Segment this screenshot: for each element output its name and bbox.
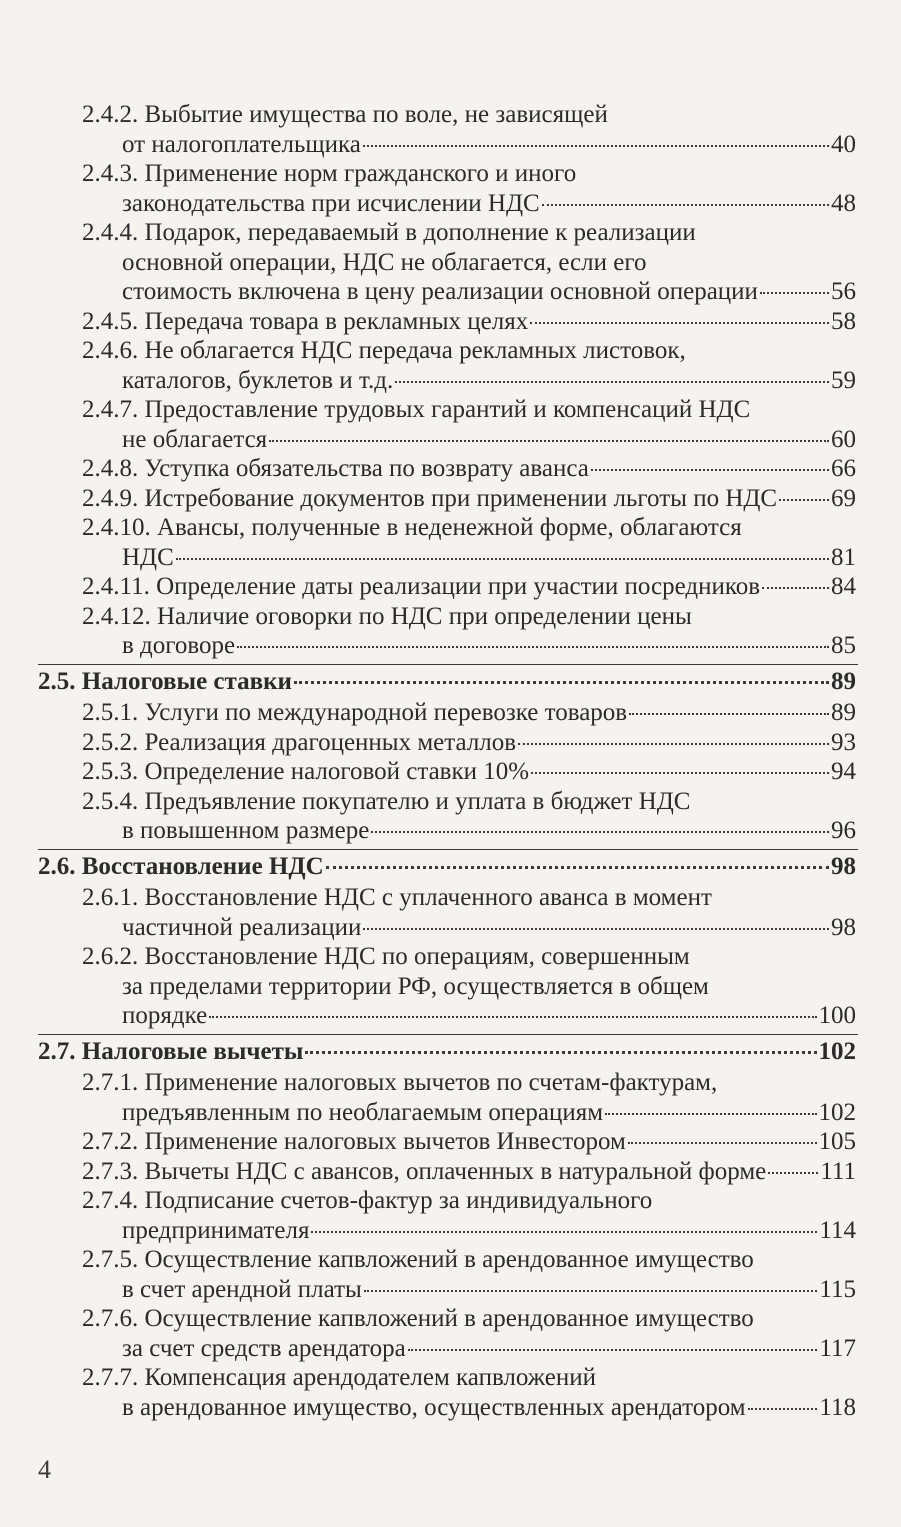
toc-entry-text: 2.6. Восстановление НДС	[38, 852, 324, 880]
dot-leader	[530, 322, 829, 324]
dot-leader	[371, 831, 829, 833]
toc-entry-text: в договоре	[122, 632, 236, 659]
toc-subsection	[38, 1157, 856, 1187]
toc-entry-row	[82, 1001, 856, 1031]
toc-page-number: 111	[820, 1157, 856, 1185]
toc-entry-text: 2.5.2. Реализация драгоценных металлов	[82, 728, 517, 756]
toc-entry-row	[82, 1127, 856, 1157]
toc-subsection	[38, 484, 856, 514]
toc-subsection	[38, 513, 856, 572]
toc-entry-text: 2.5. Налоговые ставки	[38, 667, 292, 695]
dot-leader	[305, 1051, 816, 1054]
toc-entry-row	[82, 631, 856, 661]
toc-entry-text: 2.4.10. Авансы, полученные в неденежной форме, облагаются	[82, 514, 742, 541]
toc-page-number: 69	[831, 484, 856, 512]
toc-entry-text: в счет арендной платы	[122, 1275, 362, 1303]
toc-page-number: 58	[831, 307, 856, 335]
toc-entry-text: 2.7.5. Осуществление капвложений в арендованное имущество	[82, 1246, 754, 1273]
toc-page-number: 56	[831, 278, 856, 305]
section-divider	[38, 1034, 858, 1035]
dot-leader	[176, 558, 829, 560]
toc-entry-text: не облагается	[122, 425, 268, 453]
dot-leader	[768, 1172, 818, 1174]
toc-subsection	[38, 1127, 856, 1157]
toc-entry-text: 2.7.6. Осуществление капвложений в арендованное имущество	[82, 1305, 754, 1332]
toc-entry-text: 2.6.1. Восстановление НДС с уплаченного аванса в момент	[82, 884, 712, 911]
toc-entry-row	[82, 1275, 856, 1305]
section-divider	[38, 664, 858, 665]
toc-page-number: 89	[831, 699, 856, 726]
toc-section	[38, 852, 856, 882]
toc-page-number: 118	[819, 1393, 856, 1421]
toc-entry-row	[82, 484, 856, 514]
toc-page-number: 60	[831, 425, 856, 453]
toc-subsection	[38, 307, 856, 337]
dot-leader	[395, 381, 829, 383]
toc-subsection	[38, 218, 856, 307]
toc-page-number: 105	[818, 1128, 856, 1155]
toc-subsection	[38, 100, 856, 159]
toc-subsection	[38, 787, 856, 846]
toc-entry-text: НДС	[122, 543, 174, 571]
toc-page-number: 102	[818, 1098, 856, 1126]
toc-entry-text: 2.4.3. Применение норм гражданского и иного	[82, 160, 577, 187]
toc-entry-text: в повышенном размере	[122, 817, 370, 844]
toc-entry-text: за пределами территории РФ, осуществляется в общем	[122, 972, 709, 1000]
toc-page-number: 114	[819, 1216, 856, 1244]
toc-entry-row	[82, 1334, 856, 1364]
toc-entry-text: 2.4.6. Не облагается НДС передача рекламных листовок,	[82, 337, 686, 364]
toc-page-number: 84	[831, 573, 856, 600]
toc-subsection	[38, 942, 856, 1031]
dot-leader	[237, 646, 829, 648]
toc-entry-text: 2.5.4. Предъявление покупателю и уплата в бюджет НДС	[82, 787, 691, 815]
dot-leader	[605, 1113, 816, 1115]
table-of-contents	[38, 100, 856, 1422]
toc-subsection	[38, 728, 856, 758]
toc-entry-row	[82, 1157, 856, 1187]
toc-entry-text: 2.7.3. Вычеты НДС с авансов, оплаченных в натуральной форме	[82, 1157, 767, 1185]
section-divider	[38, 849, 858, 850]
page-number: 4	[38, 1455, 51, 1484]
toc-entry-text: от налогоплательщика	[122, 130, 361, 158]
toc-page-number: 81	[831, 543, 856, 571]
dot-leader	[209, 1016, 816, 1018]
toc-page-number: 40	[831, 130, 856, 158]
toc-subsection	[38, 1186, 856, 1245]
toc-entry-row	[82, 1216, 856, 1246]
dot-leader	[363, 928, 829, 930]
toc-entry-text: 2.4.4. Подарок, передаваемый в дополнение к реализации	[82, 219, 696, 246]
dot-leader	[294, 681, 829, 684]
dot-leader	[628, 1142, 817, 1144]
toc-page-number: 98	[831, 913, 856, 941]
toc-entry-text: порядке	[122, 1002, 208, 1029]
toc-subsection	[38, 1304, 856, 1363]
toc-page-number: 115	[819, 1275, 856, 1303]
toc-page-number: 98	[831, 852, 856, 880]
toc-entry-text: предпринимателя	[122, 1216, 310, 1244]
toc-page-number: 102	[818, 1037, 856, 1065]
toc-entry-text: 2.6.2. Восстановление НДС по операциям, совершенным	[82, 943, 690, 970]
toc-subsection	[38, 1363, 856, 1422]
toc-section	[38, 667, 856, 697]
toc-entry-text: 2.5.3. Определение налоговой ставки 10%	[82, 758, 530, 785]
toc-entry-row	[38, 667, 856, 697]
toc-entry-row	[82, 913, 856, 943]
toc-entry-text: 2.4.8. Уступка обязательства по возврату аванса	[82, 455, 589, 482]
toc-subsection	[38, 883, 856, 942]
dot-leader	[408, 1349, 818, 1351]
toc-page-number: 96	[831, 817, 856, 844]
toc-entry-text: 2.4.7. Предоставление трудовых гарантий и компенсаций НДС	[82, 396, 751, 423]
toc-entry-text: стоимость включена в цену реализации основной операции	[122, 278, 758, 305]
toc-entry-row	[38, 1037, 856, 1067]
dot-leader	[363, 145, 829, 147]
toc-subsection	[38, 602, 856, 661]
dot-leader	[748, 1408, 818, 1410]
toc-page-number: 48	[831, 189, 856, 217]
toc-page-number: 93	[831, 728, 856, 756]
dot-leader	[542, 204, 829, 206]
toc-section	[38, 1037, 856, 1067]
toc-entry-row	[82, 454, 856, 484]
toc-subsection	[38, 336, 856, 395]
toc-page-number: 89	[831, 667, 856, 695]
toc-entry-text: частичной реализации	[122, 913, 362, 941]
toc-entry-row	[82, 425, 856, 455]
toc-entry-text: 2.4.9. Истребование документов при применении льготы по НДС	[82, 484, 778, 512]
toc-entry-row	[82, 543, 856, 573]
toc-entry-text: 2.5.1. Услуги по международной перевозке товаров	[82, 699, 628, 726]
toc-subsection	[38, 1245, 856, 1304]
toc-subsection	[38, 1068, 856, 1127]
toc-subsection	[38, 698, 856, 728]
toc-entry-row	[82, 366, 856, 396]
toc-subsection	[38, 159, 856, 218]
dot-leader	[311, 1231, 817, 1233]
dot-leader	[364, 1290, 818, 1292]
toc-entry-row	[82, 1098, 856, 1128]
toc-entry-row	[38, 852, 856, 882]
dot-leader	[326, 866, 829, 869]
toc-entry-text: 2.4.12. Наличие оговорки по НДС при определении цены	[82, 602, 692, 630]
toc-entry-text: в арендованное имущество, осуществленных арендатором	[122, 1393, 746, 1421]
toc-entry-text: 2.7.7. Компенсация арендодателем капвложений	[82, 1364, 596, 1391]
toc-entry-text: законодательства при исчислении НДС	[122, 189, 540, 217]
toc-page-number: 94	[831, 758, 856, 785]
toc-entry-text: 2.4.2. Выбытие имущества по воле, не зависящей	[82, 101, 608, 128]
toc-entry-row	[82, 277, 856, 307]
toc-entry-text: 2.7.4. Подписание счетов-фактур за индивидуального	[82, 1187, 653, 1214]
toc-entry-row	[82, 189, 856, 219]
toc-page-number: 59	[831, 366, 856, 394]
dot-leader	[762, 587, 829, 589]
toc-subsection	[38, 572, 856, 602]
toc-entry-row	[82, 816, 856, 846]
toc-entry-row	[82, 757, 856, 787]
dot-leader	[760, 292, 829, 294]
toc-entry-text: 2.7.1. Применение налоговых вычетов по счетам-фактурам,	[82, 1069, 718, 1096]
toc-page-number: 100	[818, 1002, 856, 1029]
toc-entry-row	[82, 1393, 856, 1423]
toc-entry-text: 2.7. Налоговые вычеты	[38, 1037, 304, 1065]
toc-entry-text: 2.4.11. Определение даты реализации при участии посредников	[82, 573, 761, 600]
toc-entry-row	[82, 307, 856, 337]
toc-entry-row	[82, 698, 856, 728]
toc-page-number: 85	[831, 632, 856, 659]
toc-entry-text: предъявленным по необлагаемым операциям	[122, 1098, 604, 1126]
toc-entry-text: за счет средств арендатора	[122, 1334, 406, 1362]
toc-subsection	[38, 454, 856, 484]
toc-entry-row	[82, 572, 856, 602]
toc-page-number: 117	[819, 1334, 856, 1362]
toc-entry-row	[82, 130, 856, 160]
toc-entry-text: 2.4.5. Передача товара в рекламных целях	[82, 307, 529, 335]
toc-page-number: 66	[831, 455, 856, 482]
toc-entry-row	[82, 728, 856, 758]
dot-leader	[518, 743, 829, 745]
dot-leader	[591, 469, 829, 471]
toc-entry-text: каталогов, буклетов и т.д.	[122, 366, 394, 394]
toc-subsection	[38, 395, 856, 454]
dot-leader	[779, 499, 829, 501]
dot-leader	[269, 440, 829, 442]
toc-entry-text: основной операции, НДС не облагается, если его	[122, 248, 647, 276]
dot-leader	[531, 772, 829, 774]
toc-subsection	[38, 757, 856, 787]
dot-leader	[629, 713, 829, 715]
toc-entry-text: 2.7.2. Применение налоговых вычетов Инвестором	[82, 1128, 626, 1155]
